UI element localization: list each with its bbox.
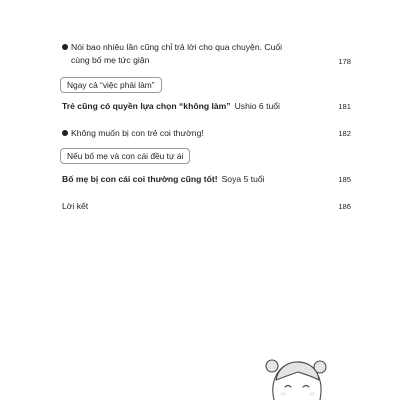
bullet-icon [62,44,68,50]
toc-author: Soya 5 tuổi [221,174,265,184]
page-number: 178 [338,57,351,66]
toc-heading: Bố mẹ bị con cái coi thường cũng tốt! [62,174,218,184]
toc-heading: Lời kết [62,201,89,211]
toc-entry-bullet [62,41,350,67]
page-number: 186 [338,202,351,211]
toc-author: Ushio 6 tuổi [234,101,280,111]
page-number: 182 [338,129,351,138]
toc-subnote-box: Ngay cả “việc phải làm” [60,77,162,93]
toc-entry-text: Không muốn bị con trẻ coi thường! [71,128,204,138]
toc-entry-bullet [62,127,350,140]
bullet-icon [62,130,68,136]
toc-heading: Trẻ cũng có quyền lựa chọn “không làm” [62,101,231,111]
toc-entry-text-line1: Nói bao nhiêu lần cũng chỉ trả lời cho qua chuyện. Cuối [71,42,283,52]
page-number: 181 [338,102,351,111]
toc-entry [62,200,350,213]
page-number: 185 [338,175,351,184]
toc-entry-text-line2: cùng bố mẹ tức giận [71,55,150,65]
toc-heading-entry [62,173,350,186]
child-face-illustration [258,350,338,400]
toc-heading-entry [62,100,350,113]
toc-subnote-box: Nếu bố mẹ và con cái đều tự ái [60,148,190,164]
